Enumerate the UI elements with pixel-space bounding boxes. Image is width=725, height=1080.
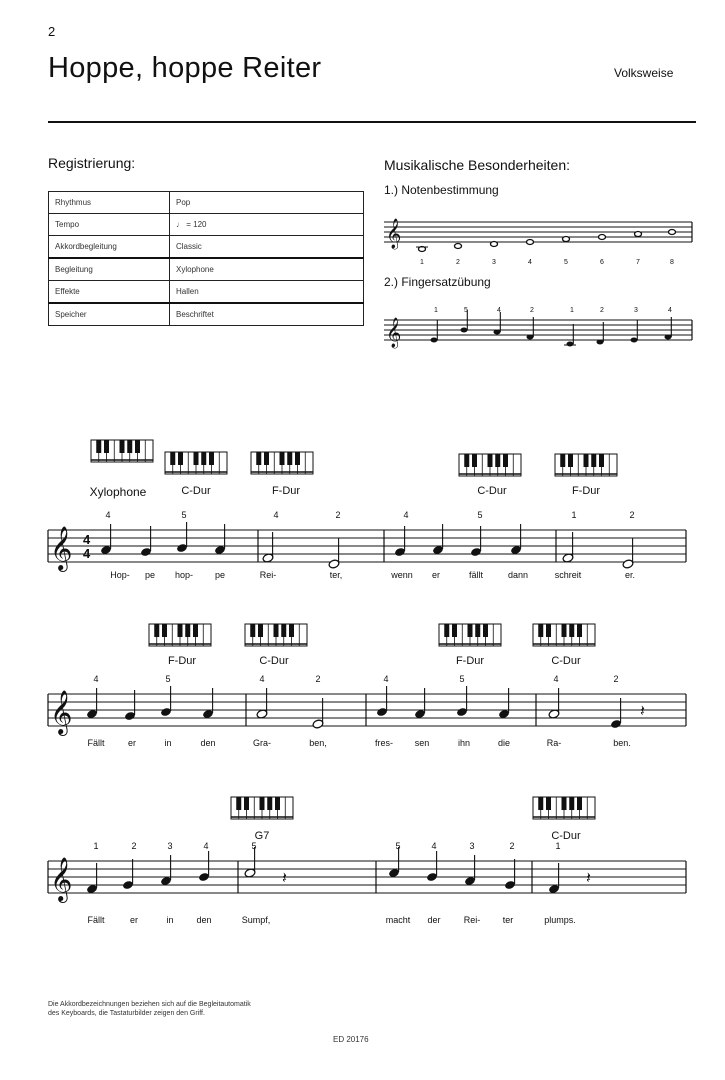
lyric-syllable: den — [200, 738, 216, 748]
finger-number: 5 — [464, 307, 468, 314]
note — [464, 855, 476, 886]
note — [202, 688, 214, 719]
note — [414, 688, 426, 719]
lyric-syllable: Rei- — [463, 915, 481, 925]
footnote-line: Die Akkordbezeichnungen beziehen sich auf die Begleitautomatik — [48, 1001, 251, 1008]
musical-heading: Musikalische Besonderheiten: — [384, 157, 570, 173]
note — [312, 698, 324, 729]
exercise-note — [491, 242, 498, 247]
keyboard-diagram-icon — [149, 624, 211, 646]
lyric-syllable: Hop- — [110, 570, 130, 580]
registration-value: Hallen — [170, 281, 364, 304]
lyric-syllable: sen — [414, 738, 430, 748]
note — [426, 851, 438, 882]
finger-number: 4 — [497, 307, 501, 314]
system-3 — [0, 785, 725, 935]
treble-clef-icon: 𝄞 — [50, 857, 73, 901]
finger-number: 3 — [634, 307, 638, 314]
staff-lines — [384, 222, 692, 242]
note — [504, 859, 516, 890]
note — [548, 863, 560, 894]
note — [124, 690, 136, 721]
lyric-syllable: in — [164, 738, 172, 748]
lyric-syllable: er — [129, 915, 139, 925]
exercise-note — [416, 247, 428, 252]
treble-clef-icon: 𝄞 — [386, 219, 402, 249]
finger-number: 2 — [509, 841, 515, 851]
lyric-syllable: ben. — [613, 738, 631, 748]
registration-label: Begleitung — [49, 258, 170, 281]
registration-label: Effekte — [49, 281, 170, 304]
chord-label: G7 — [254, 830, 270, 842]
finger-number: 5 — [459, 674, 465, 684]
keyboard-diagram-icon — [251, 452, 313, 474]
lyric-syllable: er — [431, 570, 441, 580]
lyric-syllable: fres- — [375, 738, 393, 748]
lyric-syllable: pe — [144, 570, 156, 580]
exercise-note — [455, 244, 462, 249]
chord-label: F-Dur — [455, 655, 485, 667]
treble-clef-icon: 𝄞 — [50, 690, 73, 734]
finger-number: 4 — [105, 510, 111, 520]
chord-label: F-Dur — [167, 655, 197, 667]
exercise1-staff — [384, 200, 696, 270]
registration-value: Classic — [170, 236, 364, 259]
finger-number: 3 — [469, 841, 475, 851]
registration-label: Akkordbegleitung — [49, 236, 170, 259]
exercise-number: 1 — [420, 259, 424, 266]
keyboard-diagram-icon — [533, 797, 595, 819]
lyric-syllable: fällt — [468, 570, 484, 580]
finger-number: 4 — [259, 674, 265, 684]
registration-label: Rhythmus — [49, 192, 170, 214]
edition-code: ED 20176 — [333, 1035, 369, 1044]
exercise-note — [494, 312, 501, 335]
keyboard-diagram-icon — [165, 452, 227, 474]
exercise-number: 3 — [492, 259, 496, 266]
finger-number: 5 — [395, 841, 401, 851]
composer-credit: Volksweise — [614, 66, 674, 80]
finger-number: 2 — [315, 674, 321, 684]
keyboard-diagram-icon — [555, 454, 617, 476]
note — [244, 847, 256, 878]
finger-number: 2 — [335, 510, 341, 520]
finger-number: 4 — [93, 674, 99, 684]
registration-heading: Registrierung: — [48, 155, 136, 171]
chord-label: C-Dur — [259, 655, 289, 667]
registration-table — [48, 191, 364, 326]
registration-value: Xylophone — [170, 258, 364, 281]
registration-row — [49, 214, 364, 236]
finger-number: 2 — [629, 510, 635, 520]
finger-number: 4 — [553, 674, 559, 684]
lyric-syllable: Fällt — [87, 915, 105, 925]
registration-row — [49, 192, 364, 214]
note — [100, 524, 112, 555]
lyric-syllable: der — [427, 915, 441, 925]
finger-number: 3 — [167, 841, 173, 851]
exercise-note — [599, 235, 606, 240]
page-number: 2 — [48, 24, 56, 39]
note — [498, 688, 510, 719]
keyboard-diagram-icon — [533, 624, 595, 646]
lyric-syllable: die — [497, 738, 511, 748]
registration-label: Tempo — [49, 214, 170, 236]
exercise-note — [431, 320, 438, 343]
registration-value: Pop — [170, 192, 364, 214]
exercise-number: 5 — [564, 259, 568, 266]
registration-label: Speicher — [49, 303, 170, 326]
note — [562, 532, 574, 563]
lyric-syllable: Fällt — [87, 738, 105, 748]
note — [394, 526, 406, 557]
keyboard-diagram-icon — [439, 624, 501, 646]
footnote — [48, 1000, 251, 1018]
keyboard-diagram-icon — [459, 454, 521, 476]
finger-number: 5 — [181, 510, 187, 520]
footnote-line: des Keyboards, die Tastaturbilder zeigen den Griff. — [48, 1010, 205, 1017]
finger-number: 2 — [530, 307, 534, 314]
system-2 — [0, 610, 725, 760]
staff-lines — [48, 530, 686, 562]
exercise-note — [631, 320, 638, 343]
exercise1-label: 1.) Notenbestimmung — [384, 183, 499, 197]
finger-number: 1 — [570, 307, 574, 314]
finger-number: 4 — [431, 841, 437, 851]
lyric-syllable: dann — [507, 570, 529, 580]
exercise-note — [563, 237, 570, 242]
registration-row — [49, 303, 364, 326]
lyric-syllable: Gra- — [253, 738, 271, 748]
quarter-rest-icon: 𝄽 — [282, 870, 287, 887]
keyboard-diagram-icon — [231, 797, 293, 819]
lyric-syllable: er. — [624, 570, 636, 580]
lyric-syllable: in — [166, 915, 174, 925]
chord-label: F-Dur — [271, 485, 301, 497]
registration-row — [49, 258, 364, 281]
note — [256, 688, 268, 719]
exercise-note — [527, 240, 534, 245]
finger-number: 4 — [203, 841, 209, 851]
registration-value: ♩ = 120 — [170, 214, 364, 236]
note — [214, 524, 226, 555]
lyric-syllable: ihn — [457, 738, 471, 748]
quarter-rest-icon: 𝄽 — [586, 870, 591, 887]
finger-number: 5 — [165, 674, 171, 684]
finger-number: 1 — [571, 510, 577, 520]
exercise2-staff — [384, 296, 696, 362]
chord-label: C-Dur — [551, 655, 581, 667]
note — [198, 851, 210, 882]
finger-number: 5 — [477, 510, 483, 520]
lyric-syllable: wenn — [391, 570, 413, 580]
lyric-syllable: hop- — [174, 570, 194, 580]
staff-lines — [48, 694, 686, 726]
treble-clef-icon: 𝄞 — [50, 526, 73, 570]
treble-clef-icon: 𝄞 — [386, 318, 402, 348]
chord-label: C-Dur — [477, 485, 507, 497]
exercise-number: 4 — [528, 259, 532, 266]
lyric-syllable: macht — [385, 915, 411, 925]
registration-row — [49, 236, 364, 259]
registration-value: Beschriftet — [170, 303, 364, 326]
chord-label: C-Dur — [551, 830, 581, 842]
finger-number: 5 — [251, 841, 257, 851]
lyric-syllable: ter, — [329, 570, 343, 580]
lyric-syllable: Sumpf, — [241, 915, 271, 925]
finger-number: 4 — [273, 510, 279, 520]
finger-number: 4 — [403, 510, 409, 520]
finger-number: 4 — [668, 307, 672, 314]
finger-number: 1 — [555, 841, 561, 851]
finger-number: 1 — [93, 841, 99, 851]
lyric-syllable: er — [127, 738, 137, 748]
registration-row — [49, 281, 364, 304]
note — [86, 688, 98, 719]
title-rule — [48, 121, 696, 123]
time-signature-bottom: 4 — [83, 546, 91, 561]
exercise-note — [669, 230, 676, 235]
keyboard-diagram-icon — [245, 624, 307, 646]
note — [432, 524, 444, 555]
finger-number: 2 — [613, 674, 619, 684]
keyboard-diagram-icon — [91, 440, 153, 462]
lyric-syllable: pe — [214, 570, 226, 580]
exercise-note — [635, 232, 642, 237]
note — [160, 855, 172, 886]
note — [510, 524, 522, 555]
lyric-syllable: den — [196, 915, 212, 925]
exercise-number: 2 — [456, 259, 460, 266]
time-signature-top: 4 — [83, 532, 91, 547]
finger-number: 1 — [434, 307, 438, 314]
lyric-syllable: schreit — [554, 570, 582, 580]
exercise-number: 8 — [670, 259, 674, 266]
note — [262, 532, 274, 563]
lyric-syllable: ter — [502, 915, 514, 925]
page-title: Hoppe, hoppe Reiter — [48, 52, 322, 84]
system-1 — [0, 430, 725, 590]
exercise-number: 6 — [600, 259, 604, 266]
exercise2-label: 2.) Fingersatzübung — [384, 275, 491, 289]
lyric-syllable: Rei- — [259, 570, 277, 580]
staff-lines — [384, 320, 692, 340]
finger-number: 2 — [131, 841, 137, 851]
finger-number: 2 — [600, 307, 604, 314]
chord-label: C-Dur — [181, 485, 211, 497]
lyric-syllable: plumps. — [544, 915, 576, 925]
note — [140, 526, 152, 557]
lyric-syllable: Ra- — [546, 738, 562, 748]
note — [610, 698, 622, 729]
note — [86, 863, 98, 894]
quarter-rest-icon: 𝄽 — [640, 703, 645, 720]
finger-number: 4 — [383, 674, 389, 684]
exercise-number: 7 — [636, 259, 640, 266]
register-label: Xylophone — [89, 485, 147, 499]
note — [470, 526, 482, 557]
chord-label: F-Dur — [571, 485, 601, 497]
lyric-syllable: ben, — [309, 738, 327, 748]
note — [548, 688, 560, 719]
note — [388, 847, 400, 878]
note — [122, 859, 134, 890]
